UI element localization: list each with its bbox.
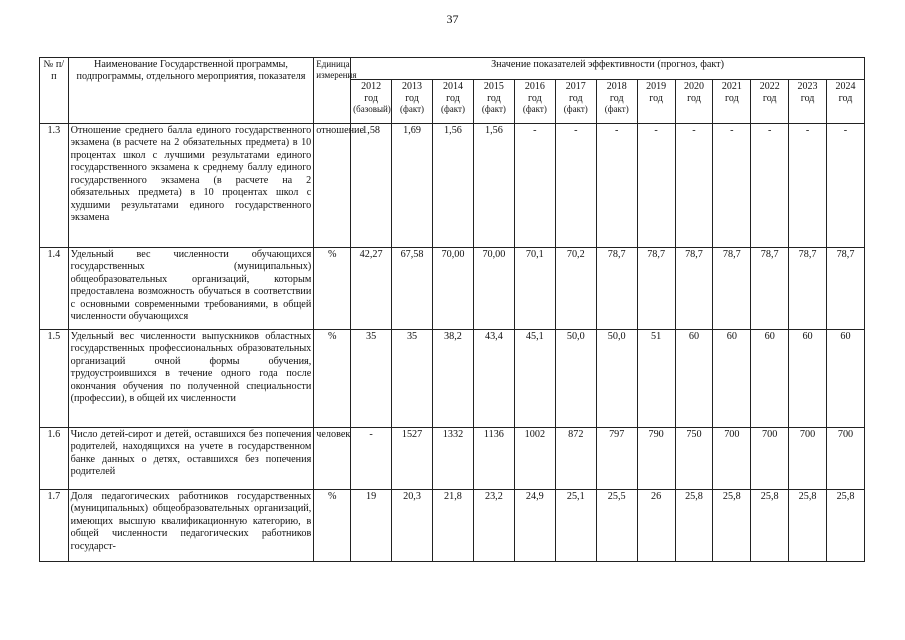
- header-year-sub: год: [528, 92, 542, 104]
- value-cell: 25,8: [675, 490, 713, 562]
- value-cell: 1002: [514, 428, 555, 490]
- value-cell: 790: [637, 428, 675, 490]
- value-cell: 78,7: [596, 248, 637, 330]
- header-year-note: (факт): [481, 104, 506, 114]
- value-cell: 25,8: [751, 490, 789, 562]
- value-cell: 70,00: [433, 248, 474, 330]
- value-cell: 1,56: [473, 124, 514, 248]
- table-row: [40, 490, 865, 562]
- indicator-name: Число детей-сирот и детей, оставшихся без попечения родителей, находящихся на учете в государственном банке данных о детях, оставшихся без попечения родителей: [68, 428, 314, 490]
- header-year-sub: год: [649, 92, 663, 104]
- header-year-year: 2016: [524, 81, 545, 92]
- header-year-sub: год: [609, 92, 624, 104]
- unit-cell: %: [314, 248, 351, 330]
- header-num: № п/п: [40, 58, 69, 124]
- value-cell: 60: [826, 330, 864, 428]
- value-cell: 1332: [433, 428, 474, 490]
- value-cell: 700: [789, 428, 827, 490]
- indicator-name: Доля педагогических работников государственных (муниципальных) общеобразовательных организаций, имеющих высшую квалификационную категорию, в общей численности педагогических работников государст-: [68, 490, 314, 562]
- value-cell: -: [637, 124, 675, 248]
- value-cell: 60: [675, 330, 713, 428]
- header-year: [473, 80, 514, 124]
- value-cell: 35: [351, 330, 392, 428]
- value-cell: -: [596, 124, 637, 248]
- header-year-year: 2019: [646, 81, 667, 92]
- header-year: [675, 80, 713, 124]
- header-year-year: 2020: [683, 81, 704, 92]
- header-year-note: (базовый): [353, 104, 391, 114]
- row-number: 1.4: [40, 248, 69, 330]
- table-row: [40, 248, 865, 330]
- header-year-note: (факт): [604, 104, 629, 114]
- value-cell: -: [789, 124, 827, 248]
- header-year: [637, 80, 675, 124]
- header-year: [713, 80, 751, 124]
- header-year: [392, 80, 433, 124]
- value-cell: 1527: [392, 428, 433, 490]
- value-cell: 700: [751, 428, 789, 490]
- indicator-name: Удельный вес численности выпускников областных государственных профессиональных образовательных организаций очной формы обучения, трудоустроившихся в течение одного года после окончания обучения по полученной специальности (профессии), в общей их численности: [68, 330, 314, 428]
- value-cell: -: [713, 124, 751, 248]
- value-cell: -: [675, 124, 713, 248]
- header-unit: Единица измерения: [314, 58, 351, 124]
- value-cell: -: [826, 124, 864, 248]
- indicator-name: Удельный вес численности обучающихся государственных (муниципальных) общеобразовательных организаций, которым предоставлена возможность обучаться в соответствии с основными современными требованиями, в общей численности обучающихся: [68, 248, 314, 330]
- value-cell: 60: [751, 330, 789, 428]
- row-number: 1.5: [40, 330, 69, 428]
- value-cell: -: [514, 124, 555, 248]
- row-number: 1.3: [40, 124, 69, 248]
- header-year-note: (факт): [563, 104, 588, 114]
- unit-cell: отношение: [314, 124, 351, 248]
- unit-cell: %: [314, 490, 351, 562]
- header-year-sub: год: [762, 92, 777, 104]
- value-cell: 42,27: [351, 248, 392, 330]
- value-cell: 50,0: [555, 330, 596, 428]
- header-year-year: 2013: [402, 81, 423, 92]
- header-year: [826, 80, 864, 124]
- value-cell: 1136: [473, 428, 514, 490]
- header-year-sub: год: [687, 92, 701, 104]
- value-cell: 67,58: [392, 248, 433, 330]
- header-year-note: (факт): [400, 104, 425, 114]
- value-cell: 700: [826, 428, 864, 490]
- value-cell: 25,1: [555, 490, 596, 562]
- row-number: 1.7: [40, 490, 69, 562]
- header-year: [514, 80, 555, 124]
- value-cell: 24,9: [514, 490, 555, 562]
- value-cell: 25,8: [826, 490, 864, 562]
- value-cell: 78,7: [826, 248, 864, 330]
- table-row: [40, 124, 865, 248]
- value-cell: 21,8: [433, 490, 474, 562]
- value-cell: 797: [596, 428, 637, 490]
- value-cell: 35: [392, 330, 433, 428]
- header-year-year: 2017: [565, 81, 586, 92]
- value-cell: 750: [675, 428, 713, 490]
- value-cell: 38,2: [433, 330, 474, 428]
- header-name: Наименование Государственной программы, подпрограммы, отдельного мероприятия, показателя: [68, 58, 314, 124]
- header-year-sub: год: [725, 92, 739, 104]
- header-year-year: 2014: [442, 81, 463, 92]
- header-year: [596, 80, 637, 124]
- value-cell: 78,7: [789, 248, 827, 330]
- unit-cell: %: [314, 330, 351, 428]
- header-year-year: 2021: [721, 81, 742, 92]
- value-cell: 60: [713, 330, 751, 428]
- value-cell: 78,7: [751, 248, 789, 330]
- value-cell: 45,1: [514, 330, 555, 428]
- header-year-note: (факт): [440, 104, 465, 114]
- value-cell: 78,7: [675, 248, 713, 330]
- header-year-year: 2012: [361, 81, 382, 92]
- value-cell: 1,69: [392, 124, 433, 248]
- value-cell: 700: [713, 428, 751, 490]
- value-cell: 70,2: [555, 248, 596, 330]
- value-cell: 43,4: [473, 330, 514, 428]
- header-year-sub: год: [446, 92, 460, 104]
- header-year-note: (факт): [522, 104, 547, 114]
- header-values-title: Значение показателей эффективности (прогноз, факт): [351, 58, 865, 80]
- value-cell: -: [351, 428, 392, 490]
- value-cell: 25,5: [596, 490, 637, 562]
- header-year: [751, 80, 789, 124]
- value-cell: 70,00: [473, 248, 514, 330]
- header-year-year: 2018: [606, 81, 627, 92]
- value-cell: -: [751, 124, 789, 248]
- value-cell: 1,58: [351, 124, 392, 248]
- header-year: [789, 80, 827, 124]
- header-year-sub: год: [568, 92, 583, 104]
- header-year-year: 2015: [483, 81, 504, 92]
- value-cell: 872: [555, 428, 596, 490]
- value-cell: 50,0: [596, 330, 637, 428]
- value-cell: 78,7: [637, 248, 675, 330]
- header-year-sub: год: [838, 92, 853, 104]
- value-cell: 78,7: [713, 248, 751, 330]
- value-cell: 19: [351, 490, 392, 562]
- header-year: [555, 80, 596, 124]
- indicators-table: [39, 57, 865, 562]
- row-number: 1.6: [40, 428, 69, 490]
- value-cell: 1,56: [433, 124, 474, 248]
- value-cell: 20,3: [392, 490, 433, 562]
- value-cell: 25,8: [789, 490, 827, 562]
- header-year-sub: год: [364, 92, 378, 104]
- header-year: [351, 80, 392, 124]
- value-cell: -: [555, 124, 596, 248]
- header-year-year: 2024: [835, 81, 856, 92]
- header-year-sub: год: [487, 92, 501, 104]
- value-cell: 23,2: [473, 490, 514, 562]
- table-row: [40, 330, 865, 428]
- header-year-sub: год: [800, 92, 815, 104]
- value-cell: 60: [789, 330, 827, 428]
- header-year: [433, 80, 474, 124]
- value-cell: 51: [637, 330, 675, 428]
- header-year-year: 2022: [759, 81, 780, 92]
- indicator-name: Отношение среднего балла единого государственного экзамена (в расчете на 2 обязательных предмета) в 10 процентах школ с лучшими результатами единого государственного экзамена к среднему баллу единого государственного экзамена (в расчете на 2 обязательных предмета) в 10 процентах школ с худшими результатами единого государственного экзамена: [68, 124, 314, 248]
- value-cell: 25,8: [713, 490, 751, 562]
- page-number: 37: [446, 12, 459, 26]
- unit-cell: человек: [314, 428, 351, 490]
- header-year-year: 2023: [797, 81, 818, 92]
- table-row: [40, 428, 865, 490]
- value-cell: 70,1: [514, 248, 555, 330]
- value-cell: 26: [637, 490, 675, 562]
- header-year-sub: год: [405, 92, 419, 104]
